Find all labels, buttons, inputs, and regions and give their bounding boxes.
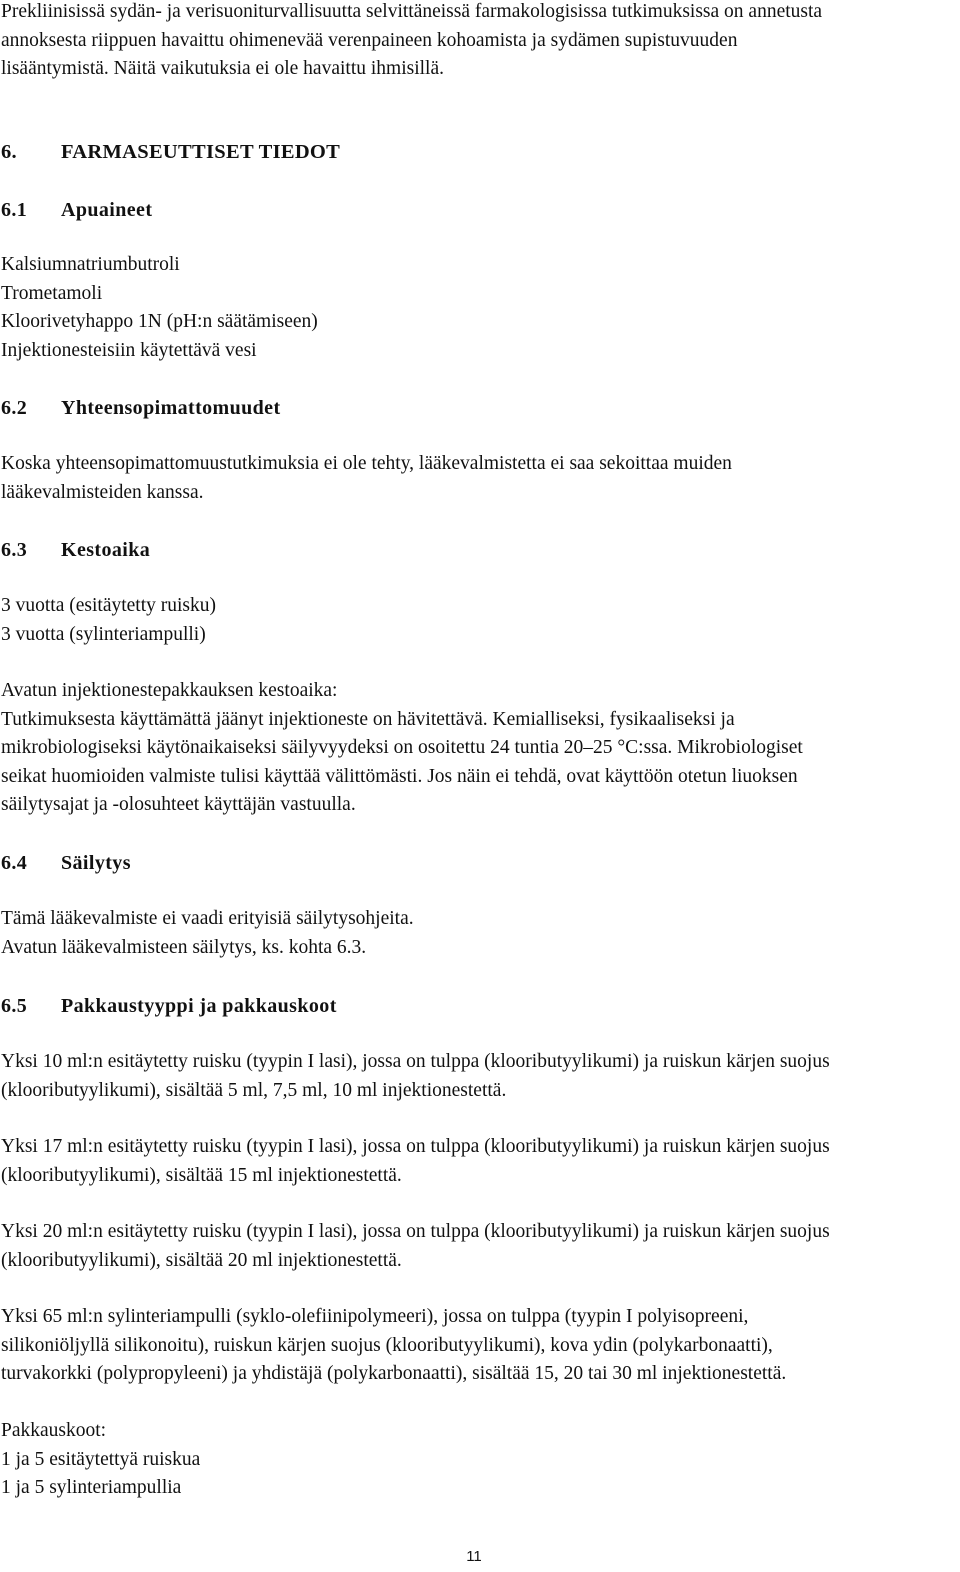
intro-line: lisääntymistä. Näitä vaikutuksia ei ole havaittu ihmisillä. xyxy=(1,58,444,79)
intro-line: Prekliinisissä sydän- ja verisuoniturvallisuutta selvittäneissä farmakologisissa tutkimuksissa on annetusta xyxy=(1,1,823,22)
subsection-number: 6.5 xyxy=(1,995,28,1017)
incompatibilities-paragraph xyxy=(1,450,941,507)
section-heading-6 xyxy=(1,138,340,167)
paragraph-line: Tutkimuksesta käyttämättä jäänyt injektioneste on hävitettävä. Kemialliseksi, fysikaaliseksi ja xyxy=(1,708,735,730)
paragraph-line: seikat huomioiden valmiste tulisi käyttää välittömästi. Jos näin ei tehdä, ovat käyttöön otetun liuoksen xyxy=(1,765,798,787)
paragraph-line: säilytysajat ja -olosuhteet käyttäjän vastuulla. xyxy=(1,794,356,815)
subsection-title: Säilytys xyxy=(61,852,131,874)
subsection-title: Pakkaustyyppi ja pakkauskoot xyxy=(61,995,337,1017)
paragraph-line: lääkevalmisteiden kanssa. xyxy=(1,481,204,503)
subsection-heading-6-1 xyxy=(1,196,152,225)
package-paragraph-3 xyxy=(1,1218,941,1275)
paragraph-line: Avatun injektionestepakkauksen kestoaika: xyxy=(1,680,338,701)
paragraph-line: (klooributyylikumi), sisältää 5 ml, 7,5 ml, 10 ml injektionestettä. xyxy=(1,1079,507,1101)
subsection-heading-6-2 xyxy=(1,394,281,423)
paragraph-line: mikrobiologiseksi käytönaikaiseksi säilyvyydeksi on osoitettu 24 tuntia 20‒25 °C:ssa. Mikrobiologiset xyxy=(1,737,803,758)
subsection-title: Yhteensopimattomuudet xyxy=(61,397,281,419)
paragraph-line: turvakorkki (polypropyleeni) ja yhdistäjä (polykarbonaatti), sisältää 15, 20 tai 30 ml injektionestettä. xyxy=(1,1363,787,1384)
storage-paragraph xyxy=(1,905,941,962)
excipients-list xyxy=(1,251,941,365)
intro-line: annoksesta riippuen havaittu ohimenevää verenpaineen kohoamista ja sydämen supistuvuuden xyxy=(1,29,738,51)
paragraph-line: Yksi 17 ml:n esitäytetty ruisku (tyypin I lasi), jossa on tulppa (klooributyylikumi) ja ruiskun kärjen suojus xyxy=(1,1136,830,1157)
paragraph-line: Yksi 20 ml:n esitäytetty ruisku (tyypin I lasi), jossa on tulppa (klooributyylikumi) ja ruiskun kärjen suojus xyxy=(1,1221,830,1242)
paragraph-line: Tämä lääkevalmiste ei vaadi erityisiä säilytysohjeita. xyxy=(1,908,414,929)
package-paragraph-4 xyxy=(1,1303,941,1389)
package-paragraph-2 xyxy=(1,1133,941,1190)
paragraph-line: Yksi 10 ml:n esitäytetty ruisku (tyypin I lasi), jossa on tulppa (klooributyylikumi) ja ruiskun kärjen suojus xyxy=(1,1051,830,1072)
subsection-heading-6-3 xyxy=(1,536,150,565)
subsection-number: 6.2 xyxy=(1,397,28,419)
paragraph-line: Avatun lääkevalmisteen säilytys, ks. kohta 6.3. xyxy=(1,936,367,958)
subsection-number: 6.3 xyxy=(1,539,28,561)
list-item: Injektionesteisiin käytettävä vesi xyxy=(1,339,257,361)
paragraph-line: (klooributyylikumi), sisältää 15 ml injektionestettä. xyxy=(1,1164,402,1186)
list-item: 1 ja 5 esitäytettyä ruiskua xyxy=(1,1448,201,1470)
list-item: 3 vuotta (sylinteriampulli) xyxy=(1,623,206,645)
subsection-heading-6-5 xyxy=(1,992,337,1021)
shelf-life-list xyxy=(1,592,941,649)
list-item: 3 vuotta (esitäytetty ruisku) xyxy=(1,595,216,616)
subsection-title: Apuaineet xyxy=(61,199,153,221)
package-paragraph-1 xyxy=(1,1048,941,1105)
paragraph-line: (klooributyylikumi), sisältää 20 ml injektionestettä. xyxy=(1,1249,402,1271)
list-item: Kloorivetyhappo 1N (pH:n säätämiseen) xyxy=(1,311,318,332)
paragraph-line: Koska yhteensopimattomuustutkimuksia ei ole tehty, lääkevalmistetta ei saa sekoittaa muiden xyxy=(1,453,732,474)
shelf-life-paragraph xyxy=(1,677,941,820)
list-item: Trometamoli xyxy=(1,282,103,304)
paragraph-line: Yksi 65 ml:n sylinteriampulli (syklo-olefiinipolymeeri), jossa on tulppa (tyypin I polyisopreeni, xyxy=(1,1306,749,1327)
intro-paragraph xyxy=(1,0,941,84)
subsection-title: Kestoaika xyxy=(61,539,151,561)
pack-sizes-label: Pakkauskoot: xyxy=(1,1420,107,1441)
pack-sizes xyxy=(1,1417,941,1503)
section-title: FARMASEUTTISET TIEDOT xyxy=(61,141,341,163)
subsection-number: 6.4 xyxy=(1,852,28,874)
list-item: Kalsiumnatriumbutroli xyxy=(1,254,180,275)
list-item: 1 ja 5 sylinteriampullia xyxy=(1,1477,182,1498)
page-number: 11 xyxy=(466,1548,482,1565)
section-number: 6. xyxy=(1,141,17,163)
subsection-number: 6.1 xyxy=(1,199,28,221)
paragraph-line: silikoniöljyllä silikonoitu), ruiskun kärjen suojus (klooributyylikumi), kova ydin (polykarbonaatti), xyxy=(1,1334,773,1356)
subsection-heading-6-4 xyxy=(1,849,131,878)
